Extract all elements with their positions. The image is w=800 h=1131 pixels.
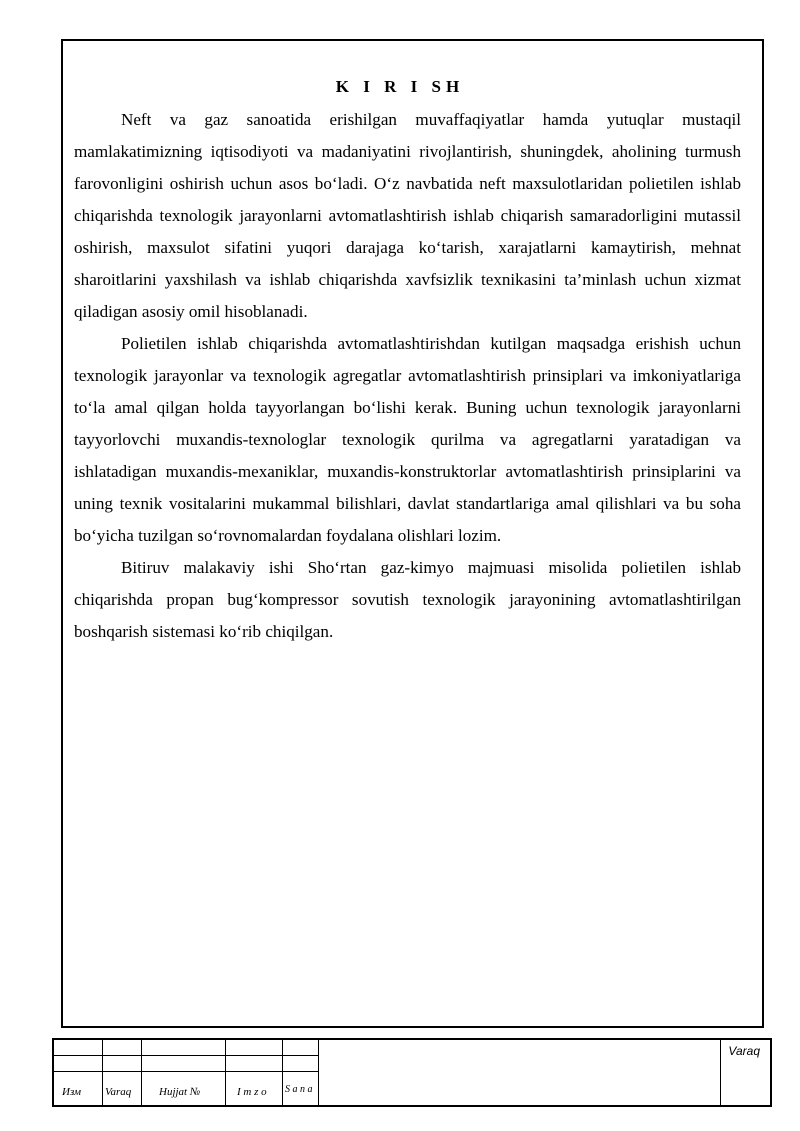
stamp-divider bbox=[141, 1040, 142, 1105]
stamp-label-imzo: I m z o bbox=[237, 1086, 267, 1098]
paragraph-1: Neft va gaz sanoatida erishilgan muvaffaqiyatlar hamda yutuqlar mustaqil mamlakatimizning iqtisodiyoti va madaniyatini rivojlantirish, shuningdek, aholining turmush farovonligini oshirish uchun asos bo‘ladi. O‘z navbatida neft maxsulotlaridan polietilen ishlab chiqarishda texnologik jarayonlarni avtomatlashtirish ishlab chiqarish samaradorligini mutassil oshirish, maxsulot sifatini yuqori darajaga ko‘tarish, xarajatlarni kamaytirish, mehnat sharoitlarini yaxshilash va ishlab chiqarishda xavfsizlik texnikasini ta’minlash uchun xizmat qiladigan asosiy omil hisoblanadi. bbox=[74, 110, 741, 321]
paragraph-2: Polietilen ishlab chiqarishda avtomatlashtirishdan kutilgan maqsadga erishish uchun texnologik jarayonlar va texnologik agregatlar avtomatlashtirish prinsiplari va imkoniyatlariga to‘la amal qilgan holda tayyorlangan bo‘lishi kerak. Buning uchun texnologik jarayonlarni tayyorlovchi muxandis-texnologlar texnologik qurilma va agregatlarni yaratadigan va ishlatadigan muxandis-mexaniklar, muxandis-konstruktorlar avtomatlashtirish prinsiplarini va uning texnik vositalarini mukammal bilishlari, davlat standartlariga amal qilishlari va bu soha bo‘yicha tuzilgan so‘rovnomalardan foydalana olishlari lozim. bbox=[74, 334, 741, 545]
stamp-divider bbox=[102, 1040, 103, 1105]
stamp-divider bbox=[225, 1040, 226, 1105]
stamp-label-hujjat: Hujjat № bbox=[159, 1086, 201, 1098]
title-block-stamp bbox=[52, 1038, 772, 1107]
stamp-divider bbox=[720, 1040, 721, 1105]
stamp-label-izm: Изм bbox=[62, 1086, 81, 1098]
stamp-sheet-label: Varaq bbox=[728, 1044, 760, 1058]
body-text bbox=[74, 104, 741, 648]
stamp-label-sana: S a n a bbox=[285, 1084, 313, 1095]
stamp-label-varaq: Varaq bbox=[105, 1086, 132, 1098]
stamp-row-line bbox=[54, 1071, 318, 1072]
stamp-row-line bbox=[54, 1055, 318, 1056]
section-heading: K I R I SH bbox=[335, 77, 465, 96]
stamp-divider bbox=[318, 1040, 319, 1105]
paragraph-3: Bitiruv malakaviy ishi Sho‘rtan gaz-kimyo majmuasi misolida polietilen ishlab chiqarishda propan bug‘kompressor sovutish texnologik jarayonining avtomatlashtirilgan boshqarish sistemasi ko‘rib chiqilgan. bbox=[74, 558, 741, 641]
stamp-divider bbox=[282, 1040, 283, 1105]
